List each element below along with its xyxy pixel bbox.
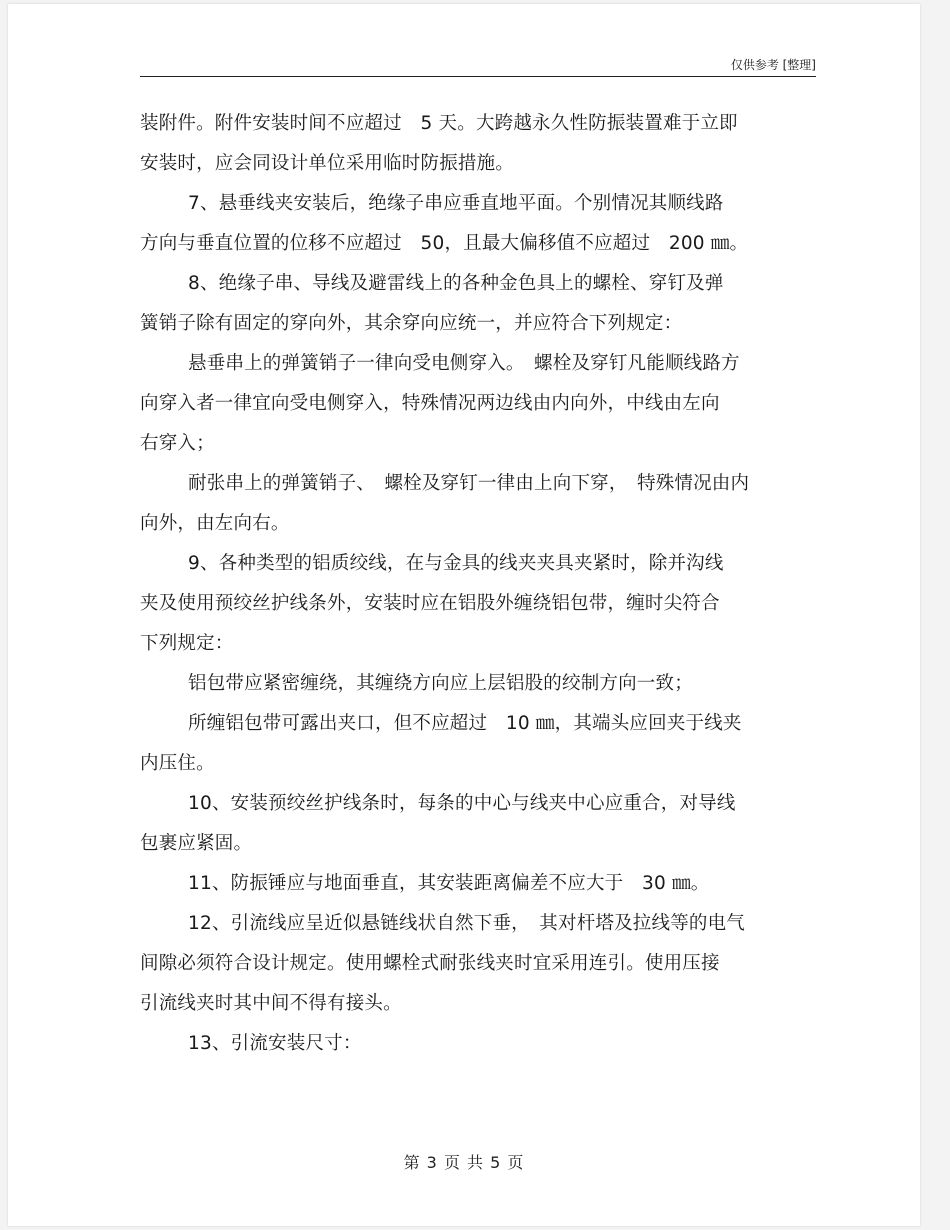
body-line: 内压住。 <box>140 753 215 774</box>
body-line: 9、各种类型的铝质绞线，在与金具的线夹夹具夹紧时，除并沟线 <box>188 553 724 574</box>
body-line: 向穿入者一律宜向受电侧穿入，特殊情况两边线由内向外，中线由左向 <box>140 393 720 414</box>
body-line: 下列规定： <box>140 633 234 654</box>
body-line: 铝包带应紧密缠绕，其缠绕方向应上层铝股的绞制方向一致； <box>188 673 693 694</box>
body-line: 10、安装预绞丝护线条时，每条的中心与线夹中心应重合，对导线 <box>188 793 736 814</box>
body-line: 所缠铝包带可露出夹口，但不应超过 10 ㎜，其端头应回夹于线夹 <box>188 713 742 734</box>
body-line: 间隙必须符合设计规定。使用螺栓式耐张线夹时宜采用连引。使用压接 <box>140 953 720 974</box>
body-line: 方向与垂直位置的位移不应超过 50，且最大偏移值不应超过 200 ㎜。 <box>140 233 749 254</box>
body-line: 装附件。附件安装时间不应超过 5 天。大跨越永久性防振装置难于立即 <box>140 113 738 134</box>
body-line: 12、引流线应呈近似悬链线状自然下垂， 其对杆塔及拉线等的电气 <box>188 913 745 934</box>
document-page <box>8 4 920 1226</box>
page-footer: 第 3 页 共 5 页 <box>403 1153 525 1172</box>
body-line: 包裹应紧固。 <box>140 833 253 854</box>
body-line: 右穿入； <box>140 433 215 454</box>
body-line: 安装时，应会同设计单位采用临时防振措施。 <box>140 153 515 174</box>
body-line: 悬垂串上的弹簧销子一律向受电侧穿入。 螺栓及穿钉凡能顺线路方 <box>188 353 740 374</box>
body-line: 引流线夹时其中间不得有接头。 <box>140 993 402 1014</box>
body-line: 向外，由左向右。 <box>140 513 290 534</box>
body-line: 7、悬垂线夹安装后，绝缘子串应垂直地平面。个别情况其顺线路 <box>188 193 724 214</box>
body-line: 11、防振锤应与地面垂直，其安装距离偏差不应大于 30 ㎜。 <box>188 873 710 894</box>
body-line: 簧销子除有固定的穿向外，其余穿向应统一，并应符合下列规定： <box>140 313 683 334</box>
document-body <box>140 104 816 1064</box>
body-line: 耐张串上的弹簧销子、 螺栓及穿钉一律由上向下穿， 特殊情况由内 <box>188 473 750 494</box>
body-line: 8、绝缘子串、导线及避雷线上的各种金色具上的螺栓、穿钉及弹 <box>188 273 724 294</box>
body-line: 夹及使用预绞丝护线条外，安装时应在铝股外缠绕铝包带，缠时尖符合 <box>140 593 720 614</box>
body-line: 13、引流安装尺寸： <box>188 1033 362 1054</box>
page-header: 仅供参考 [整理] <box>140 54 816 77</box>
